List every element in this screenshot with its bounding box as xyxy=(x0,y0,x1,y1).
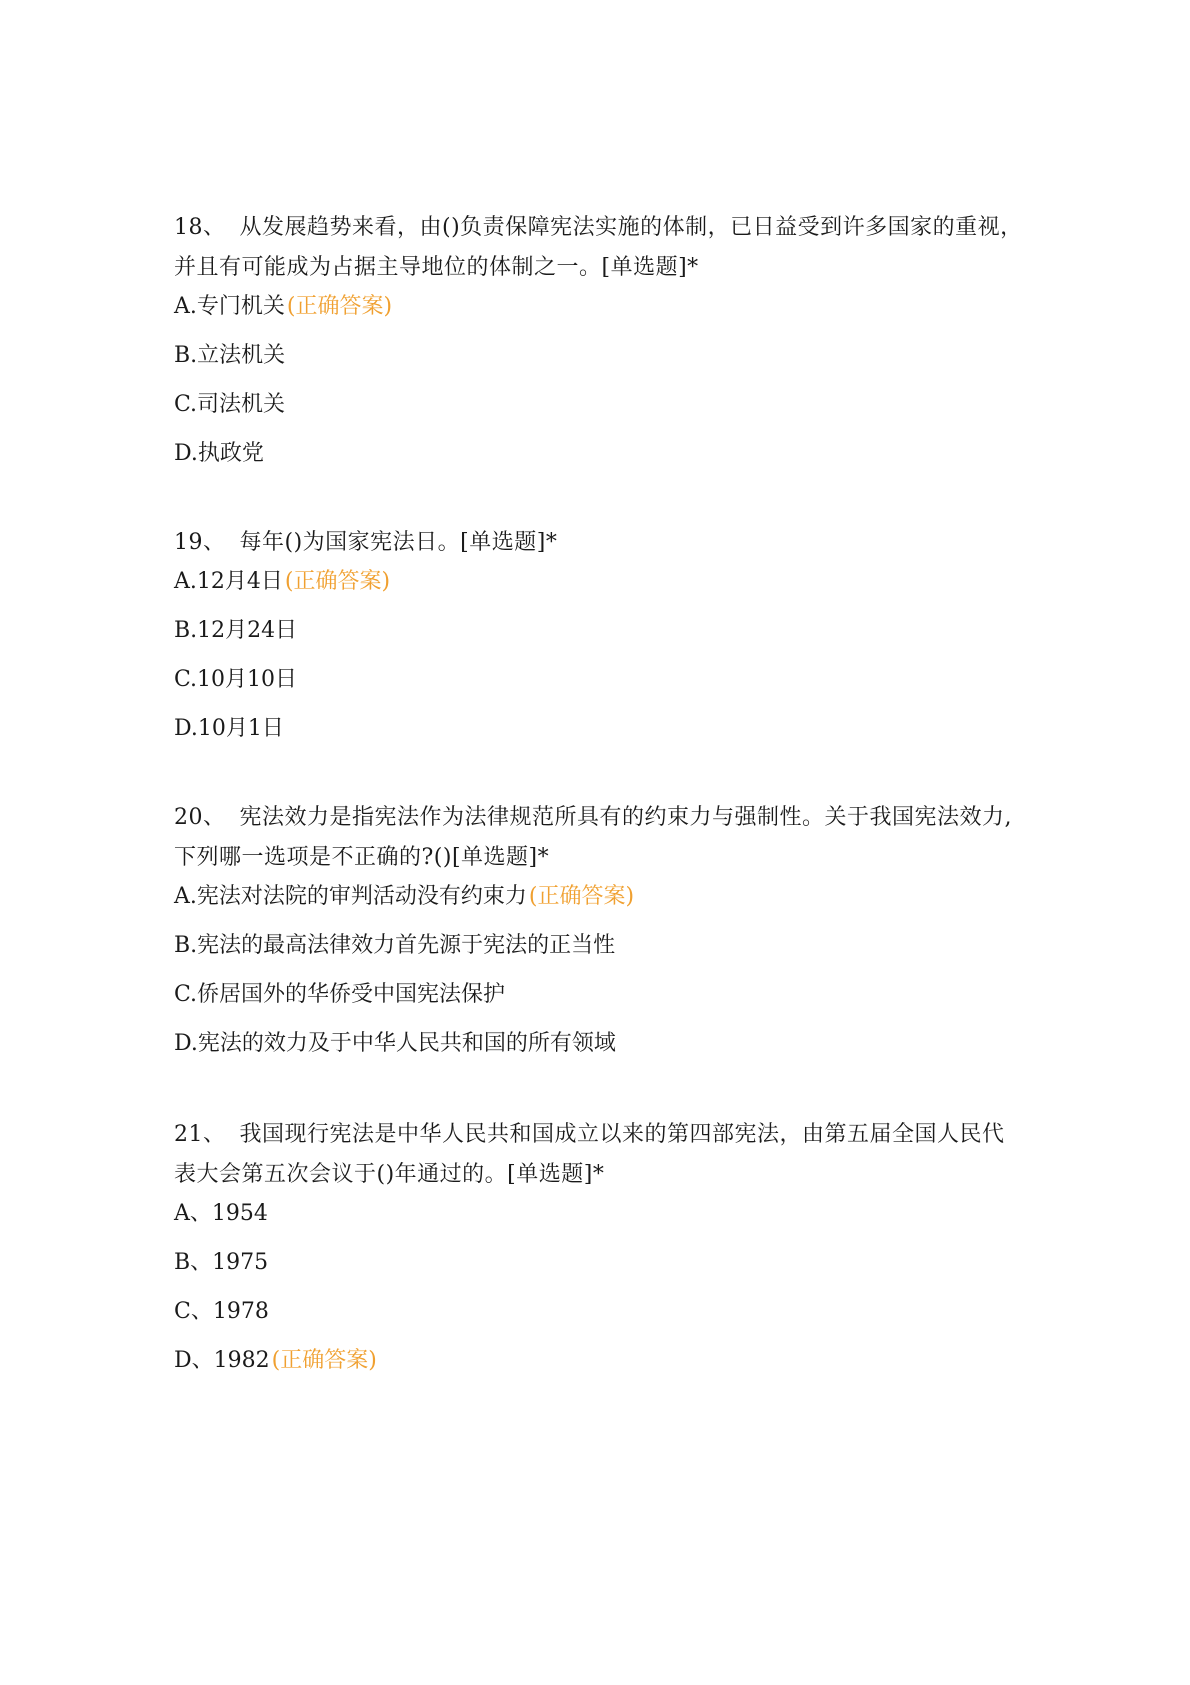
question-stem xyxy=(174,208,1024,288)
option-text: D.10月1日 xyxy=(174,716,284,741)
option-text: D.执政党 xyxy=(174,441,264,466)
option-text: C.司法机关 xyxy=(174,392,286,417)
option-text: B.立法机关 xyxy=(174,343,286,368)
question-stem xyxy=(174,523,1024,563)
option-a xyxy=(174,569,1024,595)
question-text: 从发展趋势来看，由()负责保障宪法实施的体制，已日益受到许多国家的重视，并且有可能成为占据主导地位的体制之一。[单选题]* xyxy=(174,215,1023,280)
question-number: 21、 xyxy=(174,1122,226,1147)
correct-answer-tag: (正确答案) xyxy=(286,294,393,319)
correct-answer-tag: (正确答案) xyxy=(284,569,391,594)
option-text: D.宪法的效力及于中华人民共和国的所有领域 xyxy=(174,1031,616,1056)
option-d xyxy=(174,441,1024,467)
option-b xyxy=(174,933,1024,959)
correct-answer-tag: (正确答案) xyxy=(271,1348,377,1373)
option-d xyxy=(174,1348,1024,1374)
option-d xyxy=(174,716,1024,742)
option-text: C.10月10日 xyxy=(174,667,298,692)
option-text: B、1975 xyxy=(174,1250,269,1275)
question-21 xyxy=(174,1115,1024,1397)
question-text: 宪法效力是指宪法作为法律规范所具有的约束力与强制性。关于我国宪法效力,下列哪一选项是不正确的?()[单选题]* xyxy=(174,805,1012,870)
option-text: A、1954 xyxy=(174,1201,268,1226)
question-text: 每年()为国家宪法日。[单选题]* xyxy=(239,530,558,555)
question-number: 19、 xyxy=(174,530,226,555)
option-text: B.12月24日 xyxy=(174,618,298,643)
question-number: 20、 xyxy=(174,805,226,830)
option-b xyxy=(174,343,1024,369)
question-stem xyxy=(174,798,1024,878)
question-19 xyxy=(174,523,1024,765)
option-text: C、1978 xyxy=(174,1299,269,1324)
option-text: C.侨居国外的华侨受中国宪法保护 xyxy=(174,982,506,1007)
option-c xyxy=(174,667,1024,693)
option-c xyxy=(174,1299,1024,1325)
option-a xyxy=(174,884,1024,910)
question-stem xyxy=(174,1115,1024,1195)
question-20 xyxy=(174,798,1024,1080)
correct-answer-tag: (正确答案) xyxy=(528,884,635,909)
option-c xyxy=(174,982,1024,1008)
option-text: B.宪法的最高法律效力首先源于宪法的正当性 xyxy=(174,933,616,958)
option-text: A.12月4日 xyxy=(174,569,283,594)
option-b xyxy=(174,618,1024,644)
option-text: D、1982 xyxy=(174,1348,270,1373)
question-number: 18、 xyxy=(174,215,226,240)
option-a xyxy=(174,1201,1024,1227)
question-18 xyxy=(174,208,1024,490)
option-text: A.宪法对法院的审判活动没有约束力 xyxy=(174,884,527,909)
option-b xyxy=(174,1250,1024,1276)
option-text: A.专门机关 xyxy=(174,294,285,319)
question-text: 我国现行宪法是中华人民共和国成立以来的第四部宪法，由第五届全国人民代表大会第五次会议于()年通过的。[单选题]* xyxy=(174,1122,1005,1187)
option-c xyxy=(174,392,1024,418)
option-a xyxy=(174,294,1024,320)
option-d xyxy=(174,1031,1024,1057)
